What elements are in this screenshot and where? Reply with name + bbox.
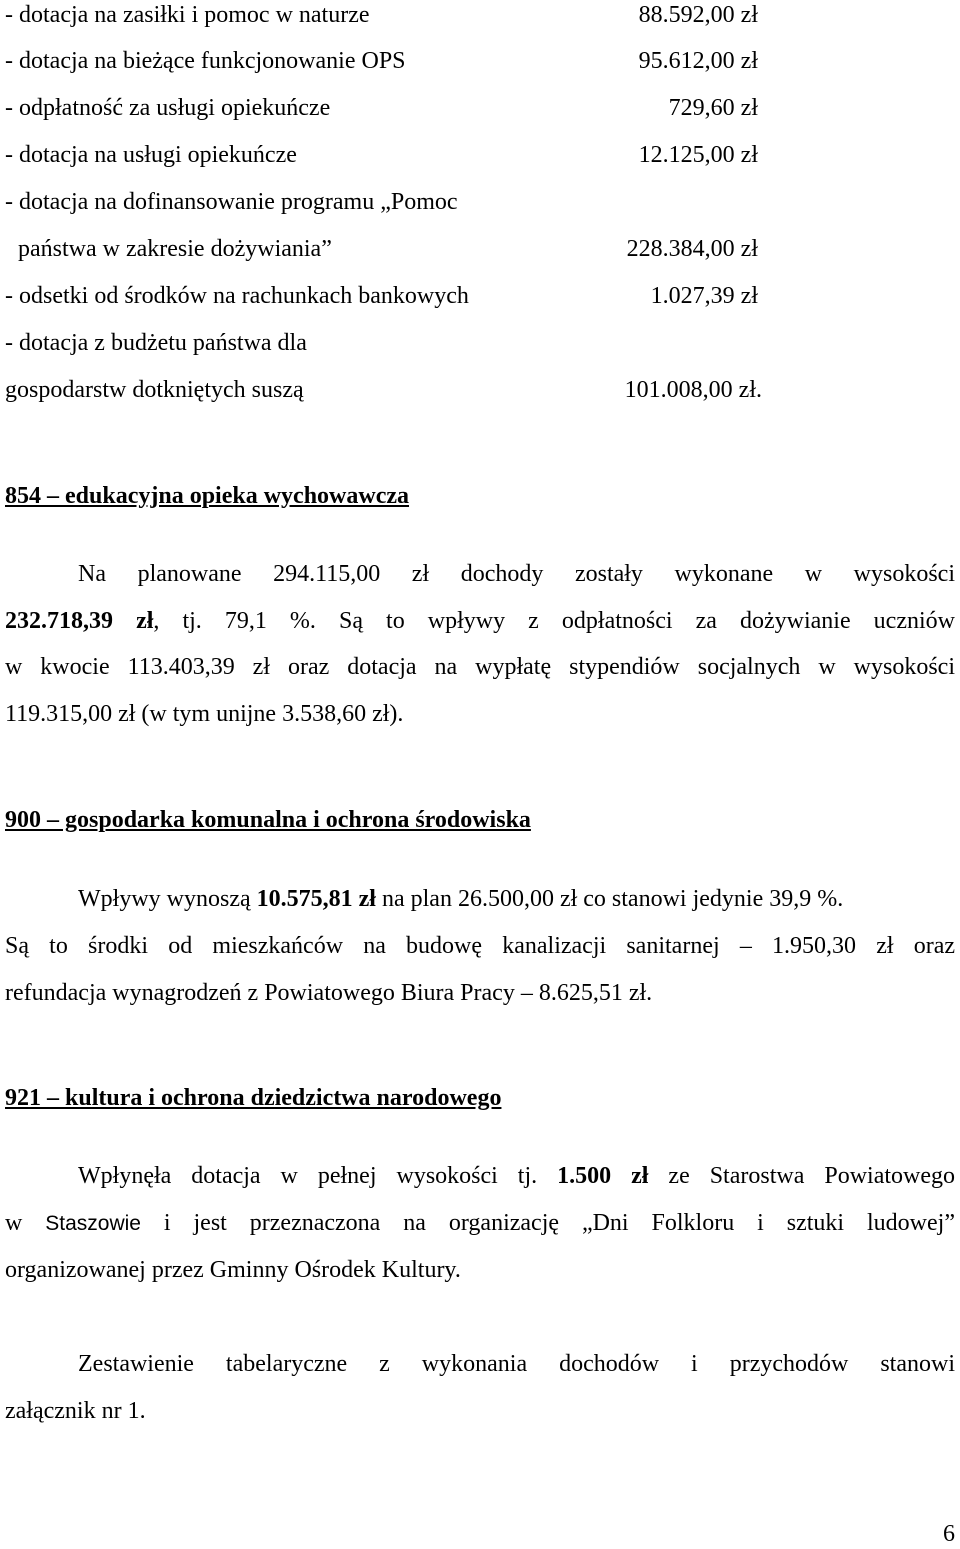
paragraph-line: Na planowane 294.115,00 zł dochody zostały wykonane w wysokości xyxy=(78,561,955,587)
paragraph-line: 119.315,00 zł (w tym unijne 3.538,60 zł). xyxy=(5,701,404,727)
item-amount: 95.612,00 zł xyxy=(638,48,758,74)
paragraph-line: refundacja wynagrodzeń z Powiatowego Biura Pracy – 8.625,51 zł. xyxy=(5,980,653,1006)
text-run: Wpłynęła dotacja w pełnej wysokości tj. xyxy=(78,1163,558,1189)
text-run: , tj. 79,1 %. Są to wpływy z odpłatności za dożywianie uczniów xyxy=(153,608,955,634)
item-amount: 12.125,00 zł xyxy=(638,142,758,168)
item-amount: 729,60 zł xyxy=(668,95,758,121)
paragraph-line: załącznik nr 1. xyxy=(5,1398,146,1424)
item-amount: 228.384,00 zł xyxy=(626,236,758,262)
paragraph-line xyxy=(78,884,843,914)
text-run: i jest przeznaczona na organizację „Dni Folkloru i sztuki ludowej” xyxy=(140,1210,955,1236)
paragraph-line: Są to środki od mieszkańców na budowę kanalizacji sanitarnej – 1.950,30 zł oraz xyxy=(5,933,955,959)
text-run: Staszowie xyxy=(45,1212,141,1235)
text-run: na plan 26.500,00 zł co stanowi jedynie 39,9 %. xyxy=(375,886,844,912)
item-amount: 88.592,00 zł xyxy=(638,2,758,28)
section-heading: 921 – kultura i ochrona dziedzictwa narodowego xyxy=(5,1085,502,1111)
paragraph-line xyxy=(78,1161,955,1191)
item-label: - odpłatność za usługi opiekuńcze xyxy=(5,95,331,121)
paragraph-line xyxy=(5,1208,955,1239)
item-label: - dotacja na usługi opiekuńcze xyxy=(5,142,297,168)
paragraph-line: organizowanej przez Gminny Ośrodek Kultury. xyxy=(5,1257,461,1283)
bold-amount: 10.575,81 zł xyxy=(256,886,376,912)
text-run: w xyxy=(5,1210,46,1236)
text-run: ze Starostwa Powiatowego xyxy=(648,1163,955,1189)
item-amount: 1.027,39 zł xyxy=(650,283,758,309)
section-heading: 900 – gospodarka komunalna i ochrona środowiska xyxy=(5,807,531,833)
item-label: - dotacja na bieżące funkcjonowanie OPS xyxy=(5,48,406,74)
paragraph-line: Zestawienie tabelaryczne z wykonania dochodów i przychodów stanowi xyxy=(78,1351,955,1377)
item-label: - dotacja na zasiłki i pomoc w naturze xyxy=(5,2,370,28)
paragraph-line: w kwocie 113.403,39 zł oraz dotacja na wypłatę stypendiów socjalnych w wysokości xyxy=(5,654,955,680)
item-label: gospodarstw dotkniętych suszą xyxy=(5,377,304,403)
text-run: Wpływy wynoszą xyxy=(78,886,257,912)
bold-amount: 1.500 zł xyxy=(557,1163,649,1189)
bold-amount: 232.718,39 zł xyxy=(5,608,154,634)
item-label: - odsetki od środków na rachunkach bankowych xyxy=(5,283,469,309)
item-label: państwa w zakresie dożywiania” xyxy=(18,236,332,262)
item-label: - dotacja na dofinansowanie programu „Pomoc xyxy=(5,189,458,215)
page-number: 6 xyxy=(943,1521,955,1547)
paragraph-line xyxy=(5,606,955,636)
section-heading: 854 – edukacyjna opieka wychowawcza xyxy=(5,483,410,509)
item-amount: 101.008,00 zł. xyxy=(624,377,762,403)
item-label: - dotacja z budżetu państwa dla xyxy=(5,330,307,356)
